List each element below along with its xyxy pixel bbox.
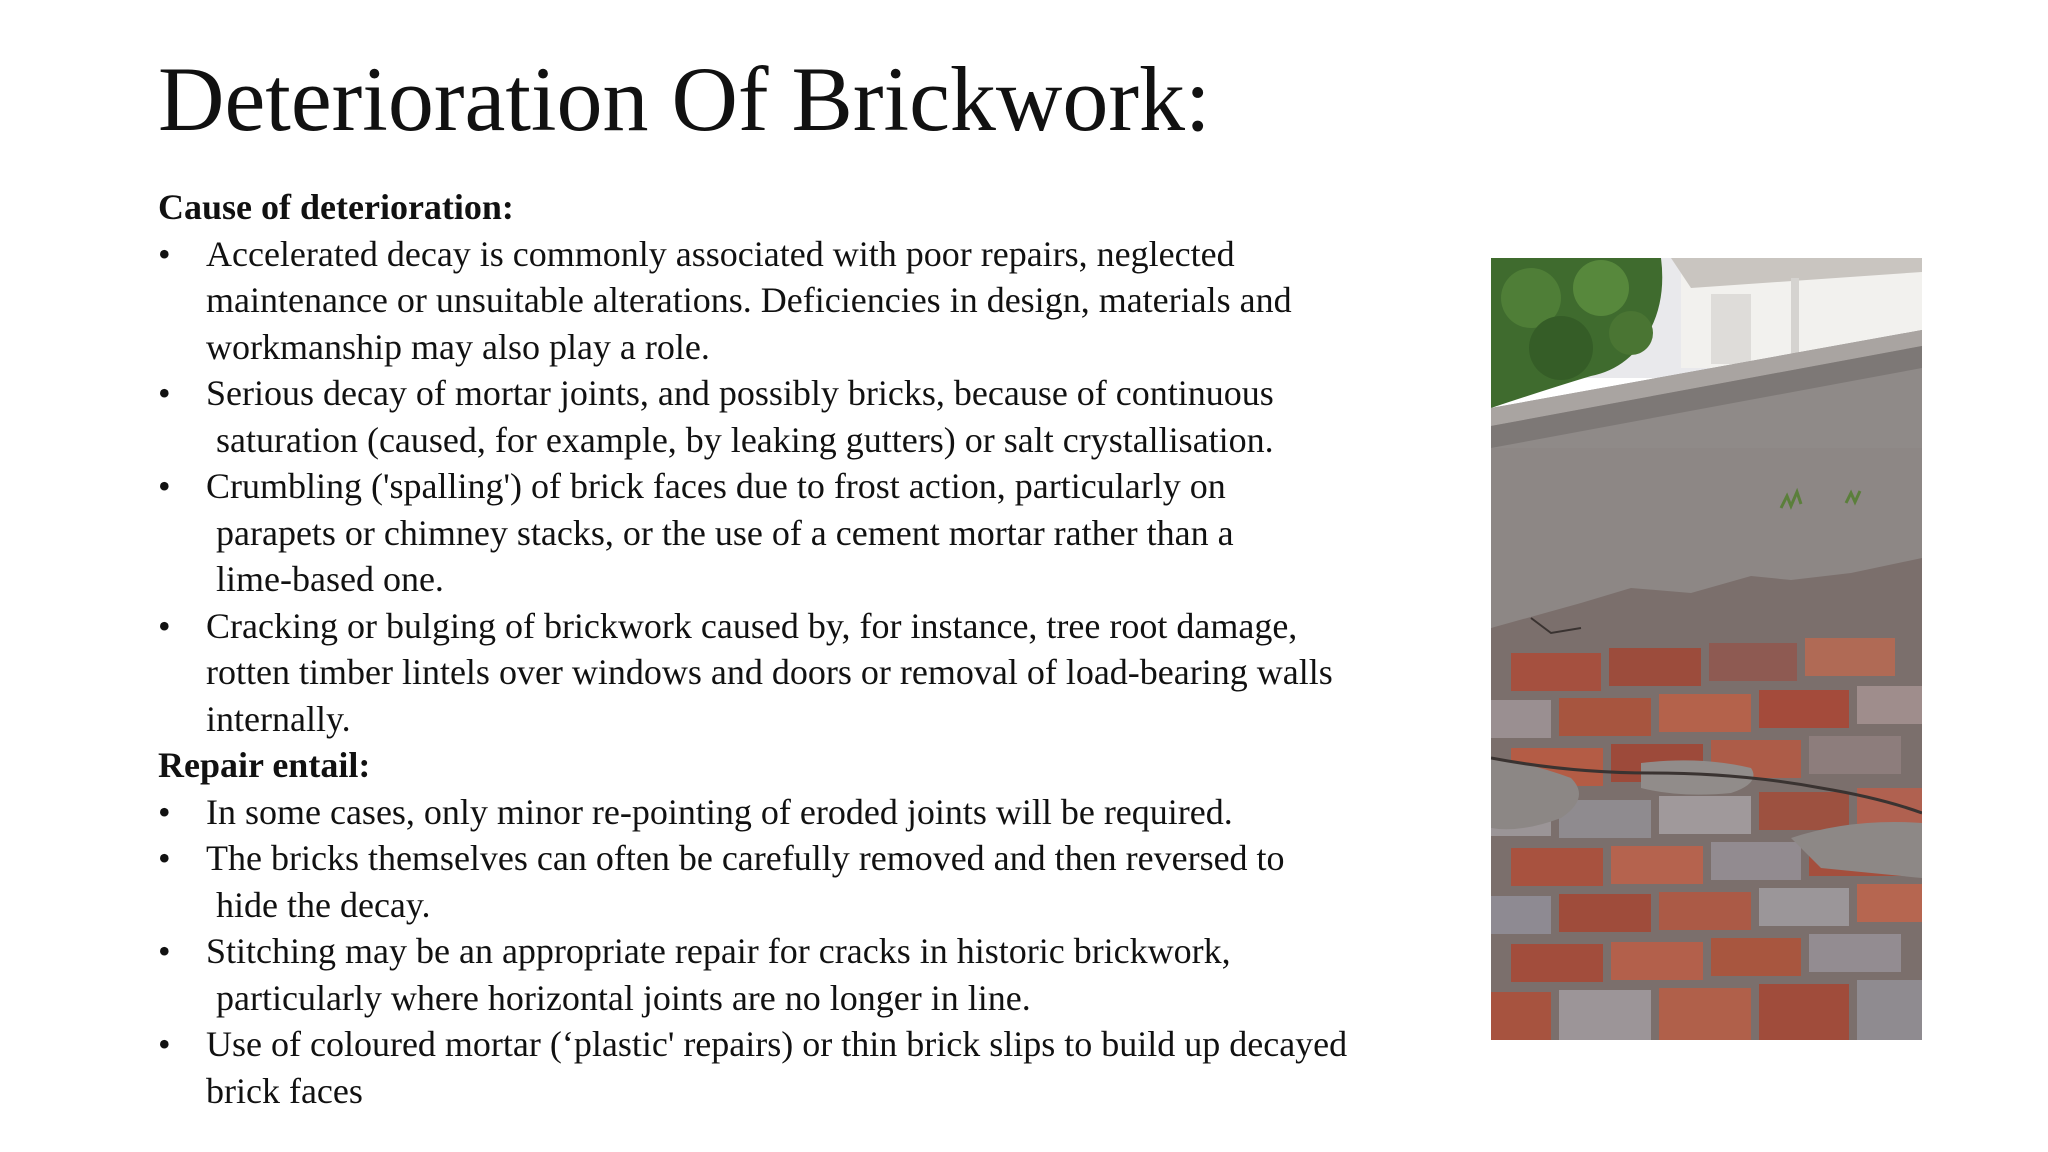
list-item (158, 928, 1458, 1021)
repair-list (158, 789, 1458, 1115)
foliage-clump (1529, 316, 1593, 380)
bullet-line: • Crumbling ('spalling') of brick faces due to frost action, particularly on (206, 466, 1226, 506)
list-item (158, 231, 1458, 371)
brick-wall-photo (1491, 258, 1922, 1040)
causes-heading: Cause of deterioration: (158, 187, 514, 227)
bullet-line: • Use of coloured mortar (‘plastic' repairs) or thin brick slips to build up decayed (206, 1024, 1348, 1064)
slide-content (158, 184, 1458, 1114)
bullet-line: • The bricks themselves can often be carefully removed and then reversed to (206, 838, 1285, 878)
foliage-clump (1609, 311, 1653, 355)
list-item (158, 370, 1458, 463)
bullet-line: brick faces (206, 1070, 363, 1111)
bullet-line: • Serious decay of mortar joints, and possibly bricks, because of continuous (206, 373, 1274, 413)
brick-wall-illustration (1491, 258, 1922, 1040)
bullet-line: parapets or chimney stacks, or the use of a cement mortar rather than a (216, 512, 1234, 553)
bullet-line: internally. (206, 698, 351, 739)
bullet-line: saturation (caused, for example, by leaking gutters) or salt crystallisation. (216, 419, 1274, 460)
house-window (1711, 294, 1751, 364)
bullet-line: workmanship may also play a role. (206, 326, 710, 367)
list-item (158, 1021, 1458, 1114)
list-item (158, 835, 1458, 928)
bullet-line: • Stitching may be an appropriate repair for cracks in historic brickwork, (206, 931, 1231, 971)
repair-heading: Repair entail: (158, 745, 371, 785)
bullet-line: • Accelerated decay is commonly associated with poor repairs, neglected (206, 233, 1235, 274)
bullet-line: hide the decay. (216, 884, 431, 925)
foliage-clump (1573, 260, 1629, 316)
bullet-line: • Cracking or bulging of brickwork caused by, for instance, tree root damage, (206, 605, 1298, 646)
list-item (158, 603, 1458, 743)
list-item (158, 789, 1458, 836)
list-item (158, 463, 1458, 603)
bullet-line: maintenance or unsuitable alterations. Deficiencies in design, materials and (206, 280, 1292, 320)
bullet-line: particularly where horizontal joints are no longer in line. (216, 977, 1031, 1018)
bullet-line: rotten timber lintels over windows and doors or removal of load-bearing walls (206, 652, 1333, 692)
bullet-line: lime-based one. (216, 559, 444, 599)
slide-title: Deterioration Of Brickwork: (158, 48, 1211, 150)
bullet-line: • In some cases, only minor re-pointing of eroded joints will be required. (206, 791, 1233, 832)
causes-list (158, 231, 1458, 743)
